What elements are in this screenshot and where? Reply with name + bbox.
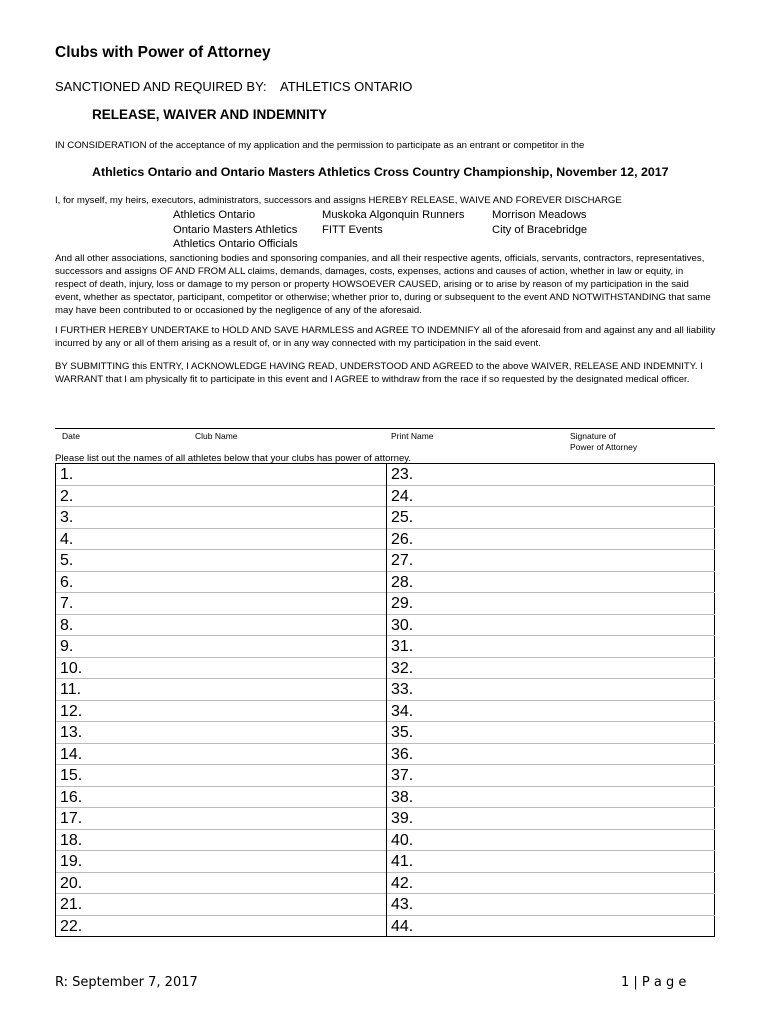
athlete-row[interactable]: 11. <box>56 679 386 701</box>
page-title: Clubs with Power of Attorney <box>55 44 271 61</box>
athlete-row[interactable]: 20. <box>56 873 386 895</box>
athlete-row[interactable]: 42. <box>387 873 715 895</box>
athlete-column-left <box>56 464 386 937</box>
signature-line <box>55 428 715 429</box>
athlete-row[interactable]: 25. <box>387 507 715 529</box>
athlete-row[interactable]: 15. <box>56 765 386 787</box>
athlete-row[interactable]: 2. <box>56 486 386 508</box>
athlete-row[interactable]: 33. <box>387 679 715 701</box>
event-title: Athletics Ontario and Ontario Masters Athletics Cross Country Championship, November 12, 2017 <box>92 165 669 179</box>
sanctioned-label: SANCTIONED AND REQUIRED BY: <box>55 79 267 94</box>
athlete-row[interactable]: 24. <box>387 486 715 508</box>
athlete-row[interactable]: 28. <box>387 572 715 594</box>
athlete-row[interactable]: 10. <box>56 658 386 680</box>
athlete-row[interactable]: 41. <box>387 851 715 873</box>
athlete-row[interactable]: 6. <box>56 572 386 594</box>
party-item: Morrison Meadows <box>492 209 587 221</box>
athlete-row[interactable]: 34. <box>387 701 715 723</box>
release-intro: I, for myself, my heirs, executors, administrators, successors and assigns HEREBY RELEASE, WAIVE AND FOREVER DISCHARGE <box>55 195 622 206</box>
athlete-row[interactable]: 7. <box>56 593 386 615</box>
signature-label-line1: Signature of <box>570 431 616 441</box>
party-item: Athletics Ontario <box>173 209 256 221</box>
athlete-row[interactable]: 1. <box>56 464 386 486</box>
athlete-row[interactable]: 31. <box>387 636 715 658</box>
athlete-row[interactable]: 22. <box>60 917 83 935</box>
athlete-row[interactable]: 14. <box>56 744 386 766</box>
athlete-row[interactable]: 40. <box>387 830 715 852</box>
party-item: City of Bracebridge <box>492 223 588 236</box>
athlete-column-right <box>386 464 715 936</box>
athlete-row[interactable]: 9. <box>56 636 386 658</box>
athlete-row[interactable]: 38. <box>387 787 715 809</box>
athlete-table <box>55 463 715 937</box>
athlete-row[interactable]: 29. <box>387 593 715 615</box>
athlete-row[interactable]: 37. <box>387 765 715 787</box>
athlete-row[interactable]: 21. <box>56 894 386 916</box>
released-parties-col3 <box>492 208 587 237</box>
athlete-row[interactable]: 5. <box>56 550 386 572</box>
athlete-row[interactable]: 36. <box>387 744 715 766</box>
athlete-list-instruction: Please list out the names of all athletes below that your clubs has power of attorney. <box>55 453 412 464</box>
athlete-row[interactable]: 30. <box>387 615 715 637</box>
athlete-row[interactable]: 27. <box>387 550 715 572</box>
revision-date: R: September 7, 2017 <box>55 975 198 990</box>
club-name-label: Club Name <box>195 431 238 441</box>
athlete-row[interactable]: 32. <box>387 658 715 680</box>
released-parties-col2 <box>322 208 464 237</box>
party-item: Athletics Ontario Officials <box>173 238 298 250</box>
released-parties-col1 <box>173 208 298 252</box>
paragraph-acknowledgement: BY SUBMITTING this ENTRY, I ACKNOWLEDGE HAVING READ, UNDERSTOOD AND AGREED to the above WAIVER, RELEASE AND INDEMNITY. I WARRANT that I am physically fit to participate in this event and I AGREE to withdraw from the race if so requested by the designated medical officer. <box>55 361 703 386</box>
party-item: FITT Events <box>322 223 383 236</box>
sanctioned-org: ATHLETICS ONTARIO <box>280 79 413 94</box>
athlete-row[interactable]: 43. <box>387 894 715 916</box>
paragraph-other-associations: And all other associations, sanctioning bodies and sponsoring companies, and all their respective agents, officials, servants, contractors, representatives, successors and assigns OF AND FROM ALL claims, demands, damages, costs, expenses, actions and causes of action, whether in law or equity, in respect of death, injury, loss or damage to my person or property HOWSOEVER CAUSED, arising or to arise by reason of my participation in the said event, whether as spectator, participant, competitor or otherwise; whether prior to, during or subsequent to the event AND NOTWITHSTANDING that same may have been contributed to or occasioned by the negligence of any of the aforesaid. <box>55 253 711 317</box>
page-number: 1 | P a g e <box>621 975 687 990</box>
athlete-row[interactable]: 4. <box>56 529 386 551</box>
athlete-row[interactable]: 26. <box>387 529 715 551</box>
athlete-row[interactable]: 39. <box>387 808 715 830</box>
party-item: Ontario Masters Athletics <box>173 223 298 236</box>
athlete-row[interactable]: 3. <box>56 507 386 529</box>
athlete-row[interactable]: 35. <box>387 722 715 744</box>
release-heading: RELEASE, WAIVER AND INDEMNITY <box>92 107 328 122</box>
date-label: Date <box>62 431 80 441</box>
athlete-row[interactable]: 23. <box>387 464 715 486</box>
athlete-row[interactable]: 12. <box>56 701 386 723</box>
athlete-row[interactable]: 13. <box>56 722 386 744</box>
athlete-row[interactable]: 44. <box>391 917 414 935</box>
print-name-label: Print Name <box>391 431 434 441</box>
athlete-row[interactable]: 8. <box>56 615 386 637</box>
athlete-row[interactable]: 19. <box>56 851 386 873</box>
signature-label-line2: Power of Attorney <box>570 441 638 452</box>
consideration-text: IN CONSIDERATION of the acceptance of my application and the permission to participate as an entrant or competitor in the <box>55 140 585 151</box>
party-item: Muskoka Algonquin Runners <box>322 209 465 221</box>
athlete-row[interactable]: 18. <box>56 830 386 852</box>
athlete-row[interactable]: 16. <box>56 787 386 809</box>
paragraph-indemnify: I FURTHER HEREBY UNDERTAKE to HOLD AND SAVE HARMLESS and AGREE TO INDEMNIFY all of the aforesaid from and against any and all liability incurred by any or all of them arising as a result of, or in any way connected with my participation in the said event. <box>55 325 716 350</box>
athlete-row[interactable]: 17. <box>56 808 386 830</box>
signature-label <box>570 431 637 452</box>
